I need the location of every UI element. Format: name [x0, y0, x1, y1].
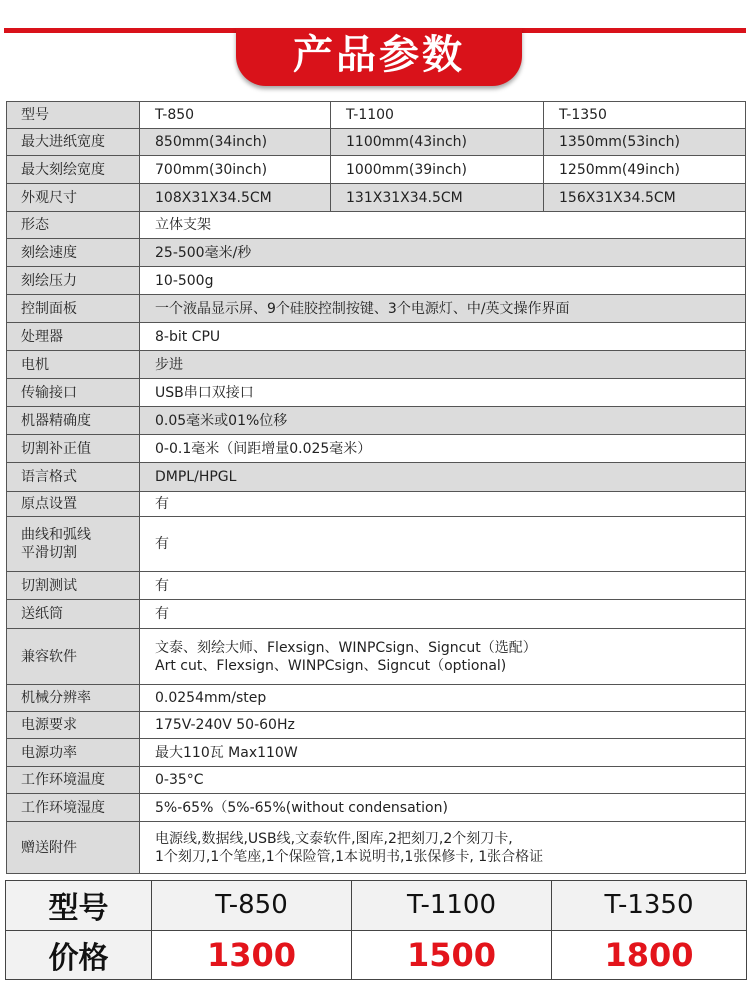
row-value: 1100mm(43inch) [331, 129, 544, 156]
table-row [7, 463, 746, 492]
row-value: 0.0254mm/step [140, 685, 746, 712]
row-label: 赠送附件 [7, 822, 140, 874]
row-value-line: 文泰、刻绘大师、Flexsign、WINPCsign、Signcut（选配） [155, 639, 537, 656]
row-value: USB串口双接口 [140, 379, 746, 407]
table-row [7, 492, 746, 517]
price-label: 价格 [6, 930, 152, 980]
table-row [7, 267, 746, 295]
table-row [7, 767, 746, 794]
spec-table [6, 101, 746, 874]
model-name: T-850 [152, 881, 352, 931]
row-label: 机器精确度 [7, 407, 140, 435]
table-row [7, 379, 746, 407]
row-value: 1250mm(49inch) [544, 156, 746, 184]
table-row [7, 129, 746, 156]
row-value: 一个液晶显示屏、9个硅胶控制按键、3个电源灯、中/英文操作界面 [140, 295, 746, 323]
row-value: 有 [140, 600, 746, 629]
row-value-line: 1个刻刀,1个笔座,1个保险管,1本说明书,1张保修卡, 1张合格证 [155, 848, 544, 865]
table-row [7, 822, 746, 874]
row-value: 25-500毫米/秒 [140, 239, 746, 267]
row-label: 切割补正值 [7, 435, 140, 463]
row-label: 电源要求 [7, 712, 140, 739]
row-label: 刻绘速度 [7, 239, 140, 267]
row-value: 0.05毫米或01%位移 [140, 407, 746, 435]
table-row [7, 102, 746, 129]
row-label: 机械分辨率 [7, 685, 140, 712]
model-row [6, 881, 747, 931]
table-row [7, 794, 746, 822]
row-value: 立体支架 [140, 212, 746, 239]
table-row [7, 739, 746, 767]
row-value: 700mm(30inch) [140, 156, 331, 184]
row-value: 有 [140, 492, 746, 517]
row-label: 外观尺寸 [7, 184, 140, 212]
table-row [7, 295, 746, 323]
row-label: 原点设置 [7, 492, 140, 517]
row-value: 有 [140, 572, 746, 600]
row-label: 语言格式 [7, 463, 140, 492]
row-value: 5%-65%（5%-65%(without condensation) [140, 794, 746, 822]
row-value: 108X31X34.5CM [140, 184, 331, 212]
row-value-line: 电源线,数据线,USB线,文泰软件,图库,2把刻刀,2个刻刀卡, [155, 830, 513, 847]
row-value-line: Art cut、Flexsign、WINPCsign、Signcut（optional) [155, 657, 507, 674]
row-label-line: 曲线和弧线 [21, 527, 91, 543]
table-row [7, 685, 746, 712]
table-row [7, 184, 746, 212]
table-row [7, 407, 746, 435]
page-title: 产品参数 [236, 28, 522, 86]
row-value: T-850 [140, 102, 331, 129]
table-row [7, 156, 746, 184]
row-label: 最大进纸宽度 [7, 129, 140, 156]
row-label: 刻绘压力 [7, 267, 140, 295]
row-value: 0-0.1毫米（间距增量0.025毫米） [140, 435, 746, 463]
table-row [7, 212, 746, 239]
price-value: 1500 [352, 930, 552, 980]
row-value: 8-bit CPU [140, 323, 746, 351]
row-value: 175V-240V 50-60Hz [140, 712, 746, 739]
row-value [140, 629, 746, 685]
table-row [7, 323, 746, 351]
table-row [7, 572, 746, 600]
row-value: 步进 [140, 351, 746, 379]
row-label: 工作环境温度 [7, 767, 140, 794]
table-row [7, 712, 746, 739]
row-label: 电源功率 [7, 739, 140, 767]
row-label: 兼容软件 [7, 629, 140, 685]
row-value: T-1100 [331, 102, 544, 129]
row-label: 送纸筒 [7, 600, 140, 629]
row-label: 切割测试 [7, 572, 140, 600]
row-value [140, 822, 746, 874]
row-label: 电机 [7, 351, 140, 379]
table-row [7, 600, 746, 629]
price-value: 1300 [152, 930, 352, 980]
table-row [7, 351, 746, 379]
row-value: 131X31X34.5CM [331, 184, 544, 212]
row-value: 1350mm(53inch) [544, 129, 746, 156]
row-value: DMPL/HPGL [140, 463, 746, 492]
model-name: T-1100 [352, 881, 552, 931]
row-label: 传输接口 [7, 379, 140, 407]
row-value: 最大110瓦 Max110W [140, 739, 746, 767]
row-value: 1000mm(39inch) [331, 156, 544, 184]
table-row [7, 517, 746, 572]
price-table [5, 880, 747, 980]
price-value: 1800 [552, 930, 747, 980]
row-label: 最大刻绘宽度 [7, 156, 140, 184]
model-label: 型号 [6, 881, 152, 931]
model-name: T-1350 [552, 881, 747, 931]
row-value: 850mm(34inch) [140, 129, 331, 156]
row-label: 形态 [7, 212, 140, 239]
row-label: 工作环境湿度 [7, 794, 140, 822]
row-label-line: 平滑切割 [21, 545, 77, 561]
row-value: 156X31X34.5CM [544, 184, 746, 212]
row-value: 0-35°C [140, 767, 746, 794]
row-label: 型号 [7, 102, 140, 129]
price-row [6, 930, 747, 980]
table-row [7, 629, 746, 685]
table-row [7, 239, 746, 267]
row-value: 有 [140, 517, 746, 572]
row-value: T-1350 [544, 102, 746, 129]
row-label: 处理器 [7, 323, 140, 351]
row-label: 控制面板 [7, 295, 140, 323]
table-row [7, 435, 746, 463]
row-value: 10-500g [140, 267, 746, 295]
row-label [7, 517, 140, 572]
